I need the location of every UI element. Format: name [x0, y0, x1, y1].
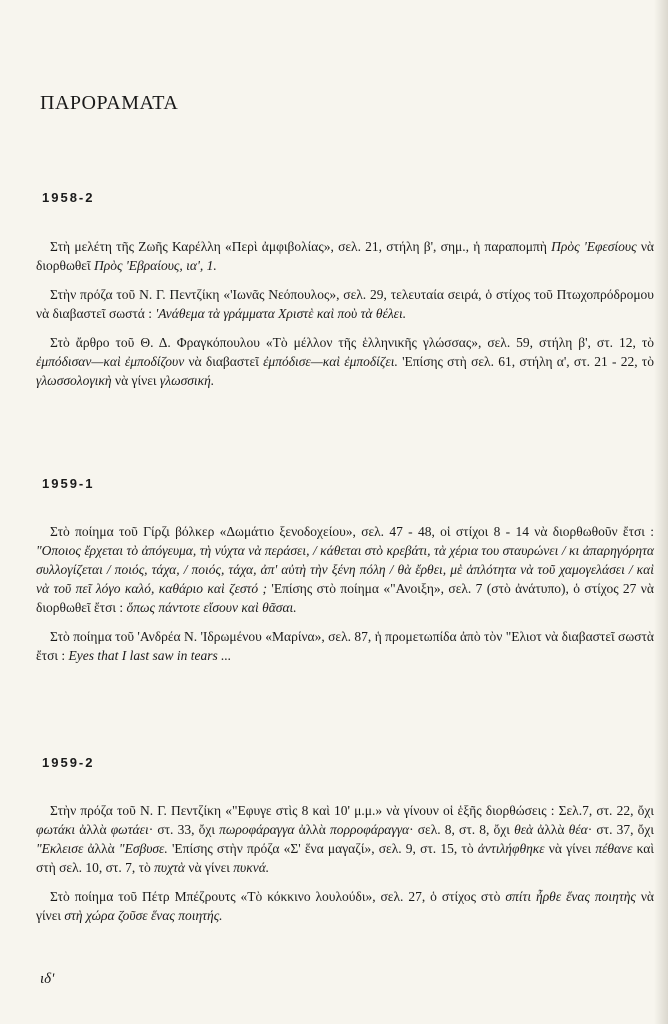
italic-text: πέθανε	[595, 841, 633, 856]
correction-paragraph	[36, 522, 654, 617]
italic-text: Πρὸς 'Εβραίους, ια', 1.	[93, 258, 217, 273]
text-run: Στὴν πρόζα τοῦ Ν. Γ. Πεντζίκη «'Ιωνᾶς Νεόπουλος», σελ. 29, τελευταία σειρά, ὁ στίχος τοῦ Πτωχοπρόδρομου νὰ διαβαστεῖ σωστά :	[36, 287, 654, 321]
section-1959-1	[36, 522, 654, 675]
italic-text: πυχτὰ	[154, 860, 185, 875]
italic-text: "Εσβυσε.	[118, 841, 168, 856]
italic-text: πορροφάραγγα	[330, 822, 410, 837]
text-run: ἀλλὰ	[75, 822, 111, 837]
italic-text: φωτάει	[110, 822, 149, 837]
text-run: ἀλλὰ	[83, 841, 119, 856]
italic-text: πωροφάραγγα	[219, 822, 295, 837]
italic-text: φωτάκι	[36, 822, 76, 837]
correction-paragraph	[36, 887, 654, 925]
correction-paragraph	[36, 285, 654, 323]
correction-paragraph	[36, 627, 654, 665]
italic-text: σπίτι ἦρθε ἕνας ποιητὴς	[505, 889, 636, 904]
italic-text: γλωσσολογικὴ	[36, 373, 112, 388]
section-year-1959-2: 1959-2	[42, 755, 95, 770]
text-run: νὰ γίνει	[184, 860, 234, 875]
italic-text: Πρὸς 'Εφεσίους	[551, 239, 637, 254]
text-run: · στ. 33, ὄχι	[148, 822, 220, 837]
italic-text: γλωσσική.	[159, 373, 215, 388]
text-run: · στ. 37, ὄχι	[587, 822, 654, 837]
correction-paragraph	[36, 333, 654, 390]
section-year-1959-1: 1959-1	[42, 476, 95, 491]
text-run: νὰ διορθωθεῖ	[36, 239, 655, 273]
text-run: Στὸ ποίημα τοῦ Γίρζι βόλκερ «Δωμάτιο ξενοδοχείου», σελ. 47 - 48, οἱ στίχοι 8 - 14 νὰ διορθωθοῦν ἔτσι :	[50, 524, 654, 539]
italic-text: πυκνά.	[233, 860, 270, 875]
text-run: νὰ γίνει	[36, 889, 654, 923]
text-run: νὰ διαβαστεῖ	[184, 354, 264, 369]
page-fold-shadow	[654, 0, 668, 1024]
text-run: ἀλλὰ	[533, 822, 569, 837]
text-run: Στὴν πρόζα τοῦ Ν. Γ. Πεντζίκη «"Εφυγε στὶς 8 καὶ 10' μ.μ.» νὰ γίνουν οἱ ἑξῆς διορθώσεις : Σελ.7, στ. 22, ὄχι	[50, 803, 654, 818]
section-1958-2	[36, 237, 654, 400]
italic-text: 'Ανάθεμα τὰ γράμματα Χριστὲ καὶ ποὺ τὰ θέλει.	[155, 306, 407, 321]
italic-text: θέα	[568, 822, 588, 837]
italic-text: "Εκλεισε	[36, 841, 84, 856]
italic-text: ἀντιλήφθηκε	[477, 841, 545, 856]
italic-text: ὅπως πάντοτε εἴσουν καὶ θᾶσαι.	[126, 600, 297, 615]
text-run: νὰ γίνει	[111, 373, 160, 388]
text-run: νὰ γίνει	[544, 841, 596, 856]
italic-text: ἐμπόδισε—καὶ ἐμποδίζει.	[263, 354, 398, 369]
italic-text: θεὰ	[514, 822, 534, 837]
page-number: ιδ'	[40, 971, 55, 987]
page-title: ΠΑΡΟΡΑΜΑΤΑ	[40, 92, 179, 114]
text-run: 'Επίσης στὴ σελ. 61, στήλη α', στ. 21 - 22, τὸ	[397, 354, 654, 369]
text-run: Στὸ ἄρθρο τοῦ Θ. Δ. Φραγκόπουλου «Τὸ μέλλον τῆς ἑλληνικῆς γλώσσας», σελ. 59, στήλη β', στ. 12, τὸ	[50, 335, 654, 350]
italic-text: Eyes that I last saw in tears ...	[68, 648, 232, 663]
text-run: Στὴ μελέτη τῆς Ζωῆς Καρέλλη «Περὶ ἀμφιβολίας», σελ. 21, στήλη β', σημ., ἡ παραπομπὴ	[50, 239, 552, 254]
text-run: Στὸ ποίημα τοῦ 'Ανδρέα Ν. 'Ιδρωμένου «Μαρίνα», σελ. 87, ἡ προμετωπίδα ἀπὸ τὸν "Ελιοτ νὰ διαβαστεῖ σωστὰ ἔτσι :	[36, 629, 654, 663]
text-run: 'Επίσης στὴν πρόζα «Σ' ἕνα μαγαζί», σελ. 9, στ. 15, τὸ	[167, 841, 478, 856]
correction-paragraph	[36, 237, 654, 275]
correction-paragraph	[36, 801, 654, 877]
italic-text: "Οποιος ἔρχεται τὸ ἀπόγευμα, τὴ νύχτα νὰ περάσει, / κάθεται στὸ κρεβάτι, τὰ χέρια του σταυρώνει / κι ἀπαρηγόρητα συλλογίζεται / ποιός, τάχα, / ποιός, τάχα, ἀπ' αὐτὴ τὴν ξένη πόλη / θὰ ἔρθει, μὲ ἁπλότητα νὰ τοῦ χαμογελάσει / καὶ νὰ τοῦ πεῖ λόγο καλό, καθάριο καὶ ζεστό ;	[36, 543, 654, 596]
italic-text: ἐμπόδισαν—καὶ ἐμποδίζουν	[36, 354, 185, 369]
text-run: καὶ στὴ σελ. 10, στ. 7, τὸ	[36, 841, 655, 875]
text-run: ἀλλὰ	[294, 822, 331, 837]
italic-text: στὴ χώρα ζοῦσε ἕνας ποιητής.	[64, 908, 223, 923]
section-year-1958-2: 1958-2	[42, 190, 95, 205]
text-run: Στὸ ποίημα τοῦ Πέτρ Μπέζρουτς «Τὸ κόκκινο λουλούδι», σελ. 27, ὁ στίχος στὸ	[50, 889, 506, 904]
text-run: · σελ. 8, στ. 8, ὄχι	[409, 822, 515, 837]
text-run: 'Επίσης στὸ ποίημα «"Ανοιξη», σελ. 7 (στὸ ἀνάτυπο), ὁ στίχος 27 νὰ διορθωθεῖ ἔτσι :	[36, 581, 654, 615]
section-1959-2	[36, 801, 654, 935]
